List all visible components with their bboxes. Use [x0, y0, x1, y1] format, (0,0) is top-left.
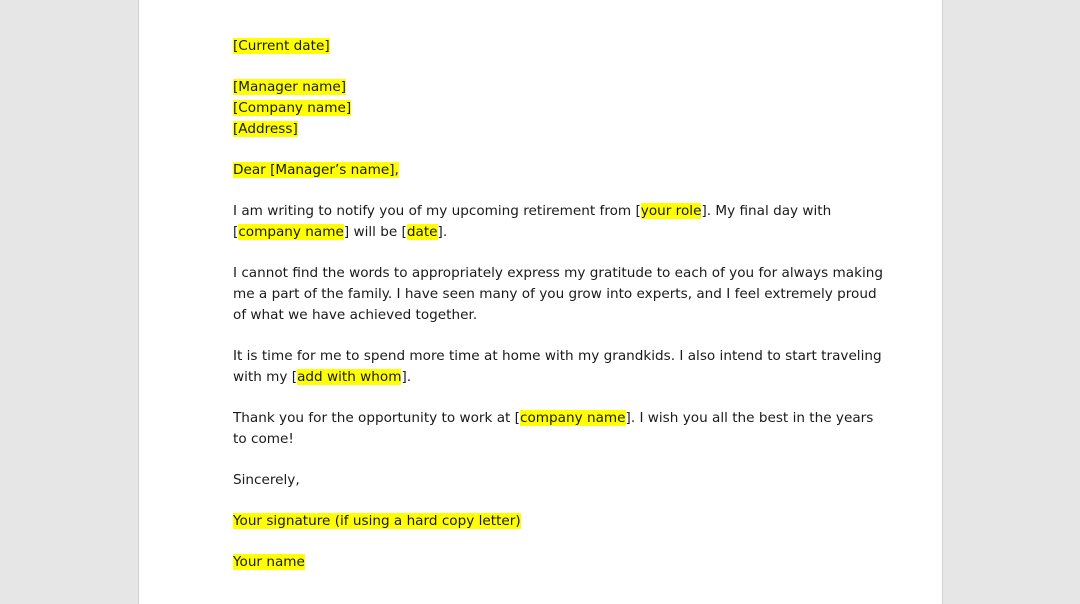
salutation-line	[233, 160, 853, 181]
text-run: Thank you for the opportunity to work at [	[233, 410, 520, 426]
signature-line	[233, 511, 853, 532]
paragraph-gap	[233, 388, 853, 408]
text-run: ] will be [	[343, 224, 407, 240]
manager-name-line	[233, 77, 853, 98]
signature-placeholder: Your signature (if using a hard copy letter)	[233, 513, 521, 529]
salutation-placeholder: Dear [Manager’s name],	[233, 162, 399, 178]
address-placeholder: [Address]	[233, 121, 298, 137]
text-run: ]. I wish you all the best in the years	[625, 410, 874, 426]
paragraph-line	[233, 222, 853, 243]
closing-line: Sincerely,	[233, 472, 300, 488]
document-page[interactable]	[138, 0, 943, 604]
company-name-inline-placeholder: company name	[238, 224, 344, 240]
text-run: [	[233, 224, 239, 240]
paragraph-line	[233, 367, 853, 388]
manager-name-placeholder: [Manager name]	[233, 79, 347, 95]
paragraph-gap	[233, 181, 853, 201]
company-name-inline-placeholder: company name	[519, 410, 626, 426]
paragraph-line: of what we have achieved together.	[233, 307, 478, 323]
paragraph-gap	[233, 57, 853, 77]
retirement-notice-paragraph	[233, 201, 853, 243]
paragraph-line: me a part of the family. I have seen many of you grow into experts, and I feel extremely proud	[233, 286, 877, 302]
company-name-placeholder: [Company name]	[233, 100, 352, 116]
paragraph-gap	[233, 491, 853, 511]
current-date-placeholder: [Current date]	[233, 38, 330, 54]
paragraph-gap	[233, 532, 853, 552]
paragraph-gap	[233, 243, 853, 263]
role-placeholder: your role	[640, 203, 702, 219]
paragraph-line	[233, 408, 874, 429]
date-placeholder: date	[406, 224, 438, 240]
letter-body[interactable]	[233, 36, 883, 573]
company-name-line	[233, 98, 853, 119]
paragraph-line: It is time for me to spend more time at home with my grandkids. I also intend to start traveling	[233, 348, 882, 364]
text-run: ].	[401, 369, 412, 385]
text-run: ]. My final day with	[701, 203, 832, 219]
paragraph-gap	[233, 326, 853, 346]
paragraph-line: I cannot find the words to appropriately express my gratitude to each of you for always making	[233, 265, 883, 281]
text-run: with my [	[233, 369, 298, 385]
your-name-line	[233, 552, 853, 573]
companion-placeholder: add with whom	[297, 369, 402, 385]
thanks-paragraph	[233, 408, 874, 450]
text-run: ].	[437, 224, 448, 240]
text-run: I am writing to notify you of my upcoming retirement from [	[233, 203, 641, 219]
paragraph-gap	[233, 450, 853, 470]
your-name-placeholder: Your name	[233, 554, 305, 570]
paragraph-line	[233, 201, 853, 222]
paragraph-gap	[233, 140, 853, 160]
gratitude-paragraph	[233, 263, 883, 326]
paragraph-line: to come!	[233, 431, 294, 447]
current-date-line	[233, 36, 853, 57]
plans-paragraph	[233, 346, 882, 388]
address-line	[233, 119, 853, 140]
